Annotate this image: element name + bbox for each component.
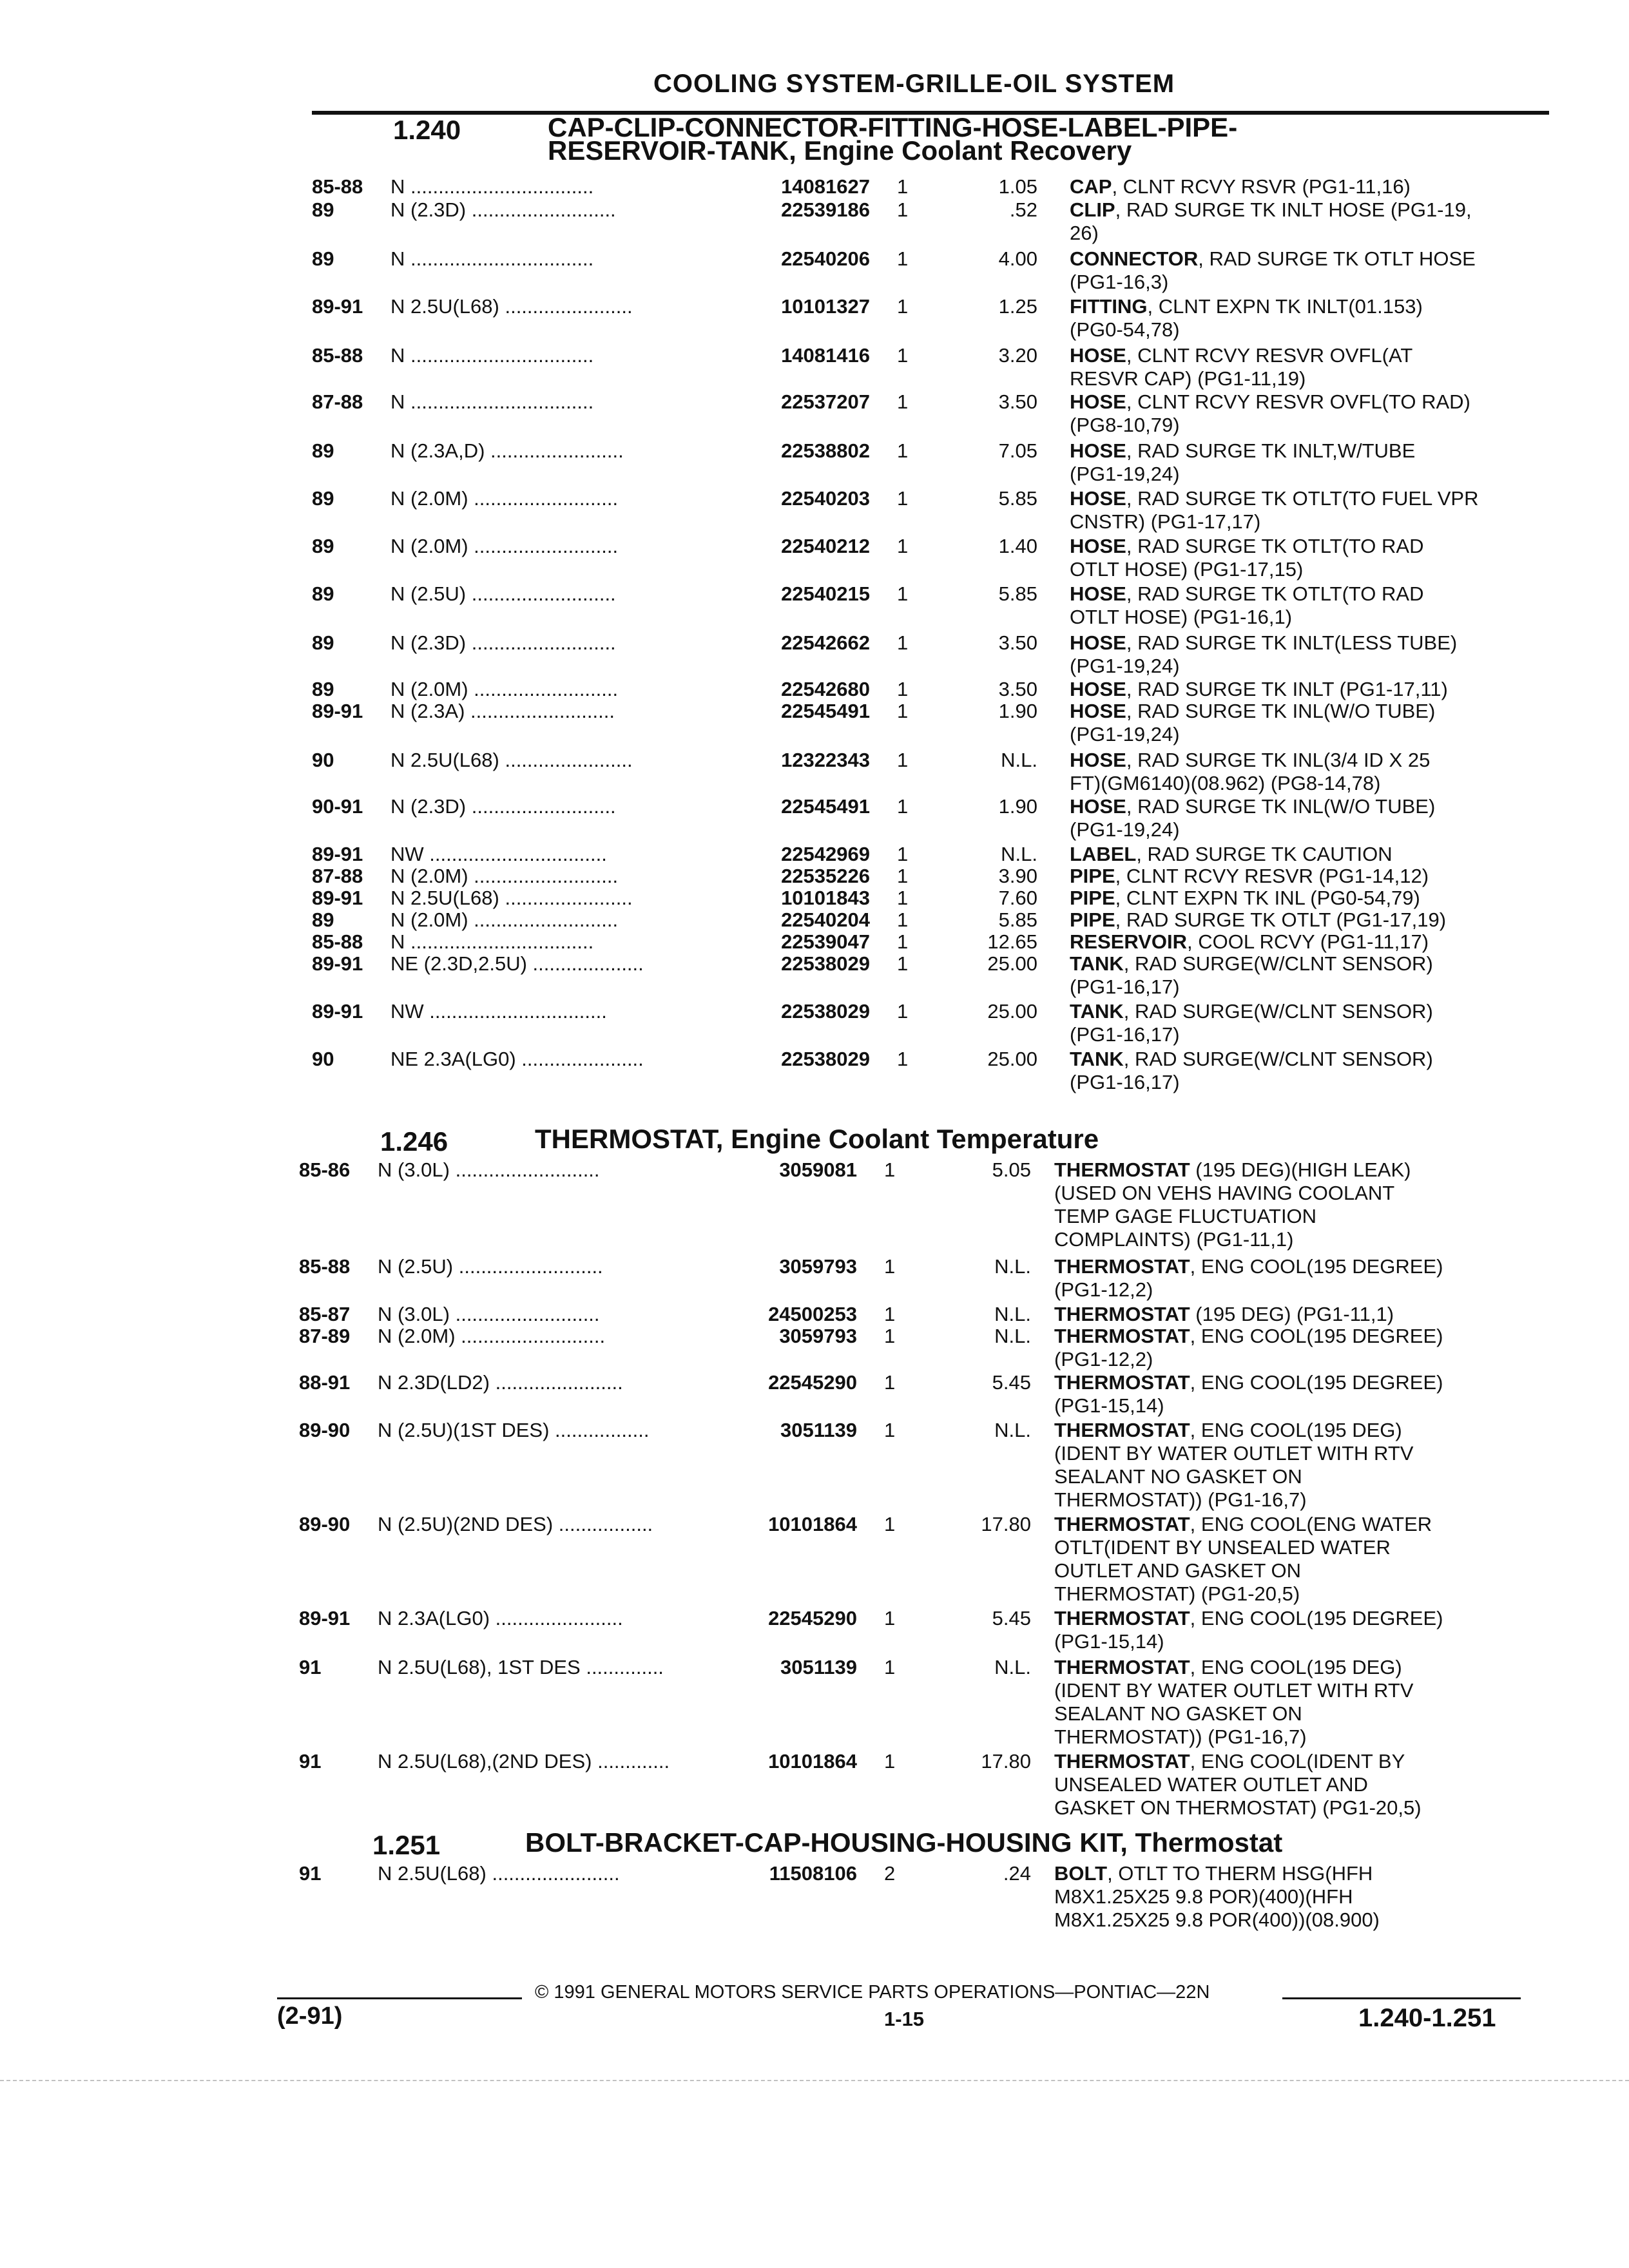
price: .52	[1009, 198, 1037, 221]
part-number: 22545491	[781, 700, 870, 722]
price: N.L.	[994, 1325, 1031, 1347]
part-number: 22538029	[781, 952, 870, 975]
price: N.L.	[994, 1419, 1031, 1441]
model-years: 89-91	[312, 1000, 363, 1023]
price: 25.00	[987, 1048, 1037, 1070]
part-number: 3059793	[779, 1325, 857, 1347]
quantity: 1	[884, 1325, 896, 1347]
usage-code: N 2.5U(L68) .......................	[390, 295, 633, 318]
part-description: THERMOSTAT, ENG COOL(IDENT BY UNSEALED WATER OUTLET AND GASKET ON THERMOSTAT) (PG1-20,5)	[1054, 1750, 1422, 1819]
part-description: HOSE, CLNT RCVY RESVR OVFL(TO RAD) (PG8-10,79)	[1070, 390, 1470, 436]
model-years: 87-89	[299, 1325, 351, 1347]
part-description: CLIP, RAD SURGE TK INLT HOSE (PG1-19, 26)	[1070, 198, 1472, 244]
part-number: 10101843	[781, 887, 870, 909]
quantity: 1	[884, 1419, 896, 1441]
model-years: 89	[312, 247, 334, 270]
quantity: 1	[897, 631, 909, 654]
model-years: 89-91	[312, 952, 363, 975]
price: N.L.	[994, 1255, 1031, 1278]
price: 5.45	[992, 1371, 1031, 1394]
quantity: 1	[897, 439, 909, 462]
model-years: 90	[312, 749, 334, 771]
model-years: 89	[312, 582, 334, 605]
price: 17.80	[981, 1750, 1031, 1773]
quantity: 1	[897, 487, 909, 510]
quantity: 1	[884, 1371, 896, 1394]
part-number: 24500253	[768, 1303, 857, 1325]
usage-code: N .................................	[390, 390, 594, 413]
quantity: 1	[897, 908, 909, 931]
price: 3.90	[998, 865, 1037, 887]
section-number: 1.240	[393, 115, 461, 145]
usage-code: N (2.5U)(2ND DES) .................	[378, 1513, 653, 1535]
price: 5.05	[992, 1158, 1031, 1181]
model-years: 87-88	[312, 390, 363, 413]
part-number: 14081416	[781, 344, 870, 367]
part-description: TANK, RAD SURGE(W/CLNT SENSOR) (PG1-16,17)	[1070, 1000, 1433, 1046]
part-number: 22539186	[781, 198, 870, 221]
scan-edge	[0, 2080, 1629, 2084]
part-description: HOSE, RAD SURGE TK INL(W/O TUBE) (PG1-19,24)	[1070, 700, 1436, 745]
usage-code: N 2.5U(L68) .......................	[390, 749, 633, 771]
part-number: 10101864	[768, 1513, 857, 1535]
quantity: 1	[897, 678, 909, 700]
usage-code: N (2.0M) ..........................	[390, 678, 619, 700]
part-description: PIPE, CLNT RCVY RESVR (PG1-14,12)	[1070, 865, 1429, 887]
model-years: 85-87	[299, 1303, 351, 1325]
quantity: 1	[897, 1048, 909, 1070]
price: 1.05	[998, 175, 1037, 198]
part-description: FITTING, CLNT EXPN TK INLT(01.153) (PG0-54,78)	[1070, 295, 1423, 341]
model-years: 90-91	[312, 795, 363, 818]
price: 1.90	[998, 795, 1037, 818]
usage-code: N (3.0L) ..........................	[378, 1303, 600, 1325]
part-number: 3051139	[780, 1419, 857, 1441]
part-description: HOSE, RAD SURGE TK OTLT(TO RAD OTLT HOSE) (PG1-17,15)	[1070, 535, 1424, 581]
usage-code: N 2.5U(L68),(2ND DES) .............	[378, 1750, 670, 1773]
part-description: TANK, RAD SURGE(W/CLNT SENSOR) (PG1-16,17)	[1070, 952, 1433, 998]
part-description: HOSE, RAD SURGE TK INLT (PG1-17,11)	[1070, 678, 1448, 700]
model-years: 85-86	[299, 1158, 351, 1181]
price: 5.85	[998, 908, 1037, 931]
part-description: THERMOSTAT, ENG COOL(195 DEGREE) (PG1-15,14)	[1054, 1607, 1443, 1653]
part-description: HOSE, RAD SURGE TK OTLT(TO FUEL VPR CNSTR) (PG1-17,17)	[1070, 487, 1479, 533]
part-description: RESERVOIR, COOL RCVY (PG1-11,17)	[1070, 930, 1429, 953]
footer-page-number: 1-15	[884, 2008, 925, 2030]
price: 1.25	[998, 295, 1037, 318]
part-number: 22542662	[781, 631, 870, 654]
price: 1.40	[998, 535, 1037, 557]
section-number: 1.251	[372, 1830, 441, 1860]
price: N.L.	[994, 1303, 1031, 1325]
model-years: 89-91	[312, 700, 363, 722]
part-number: 22540212	[781, 535, 870, 557]
model-years: 89-91	[299, 1607, 351, 1629]
model-years: 85-88	[312, 344, 363, 367]
usage-code: N (3.0L) ..........................	[378, 1158, 600, 1181]
part-number: 22540204	[781, 908, 870, 931]
quantity: 1	[884, 1750, 896, 1773]
model-years: 90	[312, 1048, 334, 1070]
price: 3.20	[998, 344, 1037, 367]
price: 5.85	[998, 582, 1037, 605]
price: .24	[1003, 1862, 1031, 1885]
footer-rule-left	[277, 1997, 522, 1999]
part-description: BOLT, OTLT TO THERM HSG(HFH M8X1.25X25 9.8 POR)(400)(HFH M8X1.25X25 9.8 POR(400))(08.900)	[1054, 1862, 1380, 1931]
price: 5.85	[998, 487, 1037, 510]
page-title: COOLING SYSTEM-GRILLE-OIL SYSTEM	[653, 70, 1175, 98]
quantity: 1	[884, 1255, 896, 1278]
quantity: 2	[884, 1862, 896, 1885]
part-description: THERMOSTAT, ENG COOL(195 DEGREE) (PG1-12,2)	[1054, 1325, 1443, 1370]
part-number: 14081627	[781, 175, 870, 198]
quantity: 1	[897, 843, 909, 865]
section-title: CAP-CLIP-CONNECTOR-FITTING-HOSE-LABEL-PIPE-	[548, 112, 1238, 142]
model-years: 89	[312, 908, 334, 931]
usage-code: N 2.5U(L68), 1ST DES ..............	[378, 1656, 664, 1678]
part-description: LABEL, RAD SURGE TK CAUTION	[1070, 843, 1393, 865]
model-years: 89	[312, 439, 334, 462]
page-header	[312, 66, 1549, 115]
part-number: 22545290	[768, 1607, 857, 1629]
price: 7.60	[998, 887, 1037, 909]
price: 12.65	[987, 930, 1037, 953]
part-description: CAP, CLNT RCVY RSVR (PG1-11,16)	[1070, 175, 1411, 198]
usage-code: NW ................................	[390, 1000, 607, 1023]
model-years: 91	[299, 1862, 322, 1885]
usage-code: N .................................	[390, 175, 594, 198]
section-title-continued: RESERVOIR-TANK, Engine Coolant Recovery	[548, 135, 1132, 166]
model-years: 89-91	[312, 295, 363, 318]
model-years: 89	[312, 487, 334, 510]
usage-code: NE 2.3A(LG0) ......................	[390, 1048, 644, 1070]
usage-code: N (2.0M) ..........................	[378, 1325, 606, 1347]
part-description: HOSE, RAD SURGE TK INL(W/O TUBE) (PG1-19,24)	[1070, 795, 1436, 841]
part-description: THERMOSTAT, ENG COOL(195 DEGREE) (PG1-12,2)	[1054, 1255, 1443, 1301]
usage-code: N (2.3D) ..........................	[390, 795, 616, 818]
quantity: 1	[897, 247, 909, 270]
model-years: 89	[312, 631, 334, 654]
model-years: 85-88	[312, 930, 363, 953]
part-number: 22545290	[768, 1371, 857, 1394]
price: N.L.	[1001, 843, 1037, 865]
usage-code: N (2.5U)(1ST DES) .................	[378, 1419, 650, 1441]
usage-code: N (2.0M) ..........................	[390, 535, 619, 557]
quantity: 1	[884, 1656, 896, 1678]
usage-code: N (2.3D) ..........................	[390, 198, 616, 221]
price: 17.80	[981, 1513, 1031, 1535]
usage-code: N (2.0M) ..........................	[390, 908, 619, 931]
quantity: 1	[884, 1303, 896, 1325]
part-description: HOSE, CLNT RCVY RESVR OVFL(AT RESVR CAP) (PG1-11,19)	[1070, 344, 1413, 390]
section-number: 1.246	[380, 1126, 448, 1157]
part-number: 10101327	[781, 295, 870, 318]
model-years: 88-91	[299, 1371, 351, 1394]
model-years: 89-91	[312, 843, 363, 865]
part-number: 22545491	[781, 795, 870, 818]
model-years: 91	[299, 1750, 322, 1773]
usage-code: NE (2.3D,2.5U) ....................	[390, 952, 644, 975]
model-years: 87-88	[312, 865, 363, 887]
part-number: 22540206	[781, 247, 870, 270]
part-number: 22538029	[781, 1048, 870, 1070]
model-years: 85-88	[299, 1255, 351, 1278]
quantity: 1	[897, 887, 909, 909]
part-description: HOSE, RAD SURGE TK OTLT(TO RAD OTLT HOSE) (PG1-16,1)	[1070, 582, 1424, 628]
usage-code: N (2.0M) ..........................	[390, 487, 619, 510]
quantity: 1	[897, 582, 909, 605]
quantity: 1	[884, 1607, 896, 1629]
part-number: 22538802	[781, 439, 870, 462]
model-years: 89	[312, 678, 334, 700]
footer-copyright: © 1991 GENERAL MOTORS SERVICE PARTS OPERATIONS—PONTIAC—22N	[535, 1982, 1210, 2003]
footer-section-range: 1.240-1.251	[1358, 2004, 1496, 2032]
usage-code: N (2.5U) ..........................	[378, 1255, 603, 1278]
usage-code: N (2.0M) ..........................	[390, 865, 619, 887]
price: 3.50	[998, 390, 1037, 413]
part-number: 3051139	[780, 1656, 857, 1678]
model-years: 89-90	[299, 1513, 351, 1535]
part-description: HOSE, RAD SURGE TK INLT,W/TUBE (PG1-19,24)	[1070, 439, 1416, 485]
part-description: THERMOSTAT (195 DEG)(HIGH LEAK) (USED ON VEHS HAVING COOLANT TEMP GAGE FLUCTUATION COMPLAINTS) (PG1-11,1)	[1054, 1158, 1411, 1251]
part-number: 22540203	[781, 487, 870, 510]
part-description: PIPE, RAD SURGE TK OTLT (PG1-17,19)	[1070, 908, 1447, 931]
part-number: 22540215	[781, 582, 870, 605]
usage-code: N .................................	[390, 344, 594, 367]
usage-code: N 2.3D(LD2) .......................	[378, 1371, 623, 1394]
model-years: 89	[312, 535, 334, 557]
part-description: CONNECTOR, RAD SURGE TK OTLT HOSE (PG1-16,3)	[1070, 247, 1476, 293]
usage-code: N (2.3D) ..........................	[390, 631, 616, 654]
part-description: HOSE, RAD SURGE TK INL(3/4 ID X 25 FT)(GM6140)(08.962) (PG8-14,78)	[1070, 749, 1431, 794]
part-number: 22538029	[781, 1000, 870, 1023]
part-number: 3059081	[779, 1158, 857, 1181]
footer-rule-right	[1282, 1997, 1521, 1999]
part-description: THERMOSTAT, ENG COOL(ENG WATER OTLT(IDENT BY UNSEALED WATER OUTLET AND GASKET ON THERMOSTAT) (PG1-20,5)	[1054, 1513, 1432, 1605]
part-description: THERMOSTAT (195 DEG) (PG1-11,1)	[1054, 1303, 1394, 1325]
part-number: 12322343	[781, 749, 870, 771]
usage-code: N (2.3A,D) ........................	[390, 439, 624, 462]
section-title: THERMOSTAT, Engine Coolant Temperature	[535, 1124, 1099, 1154]
quantity: 1	[884, 1158, 896, 1181]
price: N.L.	[1001, 749, 1037, 771]
part-description: THERMOSTAT, ENG COOL(195 DEGREE) (PG1-15,14)	[1054, 1371, 1443, 1417]
price: N.L.	[994, 1656, 1031, 1678]
model-years: 91	[299, 1656, 322, 1678]
model-years: 89	[312, 198, 334, 221]
price: 3.50	[998, 678, 1037, 700]
usage-code: N (2.3A) ..........................	[390, 700, 615, 722]
part-number: 22542969	[781, 843, 870, 865]
model-years: 85-88	[312, 175, 363, 198]
quantity: 1	[884, 1513, 896, 1535]
usage-code: N (2.5U) ..........................	[390, 582, 616, 605]
part-description: THERMOSTAT, ENG COOL(195 DEG) (IDENT BY WATER OUTLET WITH RTV SEALANT NO GASKET ON THERMOSTAT)) (PG1-16,7)	[1054, 1656, 1414, 1748]
usage-code: N 2.3A(LG0) .......................	[378, 1607, 623, 1629]
quantity: 1	[897, 795, 909, 818]
price: 5.45	[992, 1607, 1031, 1629]
quantity: 1	[897, 198, 909, 221]
section-title: BOLT-BRACKET-CAP-HOUSING-HOUSING KIT, Thermostat	[525, 1827, 1283, 1858]
part-number: 3059793	[779, 1255, 857, 1278]
part-number: 22539047	[781, 930, 870, 953]
quantity: 1	[897, 344, 909, 367]
quantity: 1	[897, 930, 909, 953]
quantity: 1	[897, 1000, 909, 1023]
quantity: 1	[897, 952, 909, 975]
usage-code: N 2.5U(L68) .......................	[378, 1862, 620, 1885]
usage-code: N 2.5U(L68) .......................	[390, 887, 633, 909]
quantity: 1	[897, 535, 909, 557]
quantity: 1	[897, 175, 909, 198]
part-number: 22535226	[781, 865, 870, 887]
usage-code: N .................................	[390, 247, 594, 270]
footer-date: (2-91)	[277, 2003, 343, 2030]
quantity: 1	[897, 749, 909, 771]
model-years: 89-90	[299, 1419, 351, 1441]
usage-code: N .................................	[390, 930, 594, 953]
quantity: 1	[897, 700, 909, 722]
part-description: HOSE, RAD SURGE TK INLT(LESS TUBE) (PG1-19,24)	[1070, 631, 1458, 677]
model-years: 89-91	[312, 887, 363, 909]
price: 25.00	[987, 1000, 1037, 1023]
price: 3.50	[998, 631, 1037, 654]
quantity: 1	[897, 865, 909, 887]
part-description: PIPE, CLNT EXPN TK INL (PG0-54,79)	[1070, 887, 1420, 909]
part-description: TANK, RAD SURGE(W/CLNT SENSOR) (PG1-16,17)	[1070, 1048, 1433, 1093]
price: 4.00	[998, 247, 1037, 270]
price: 1.90	[998, 700, 1037, 722]
price: 25.00	[987, 952, 1037, 975]
usage-code: NW ................................	[390, 843, 607, 865]
part-number: 11508106	[769, 1862, 857, 1885]
part-number: 22542680	[781, 678, 870, 700]
part-description: THERMOSTAT, ENG COOL(195 DEG) (IDENT BY WATER OUTLET WITH RTV SEALANT NO GASKET ON THERMOSTAT)) (PG1-16,7)	[1054, 1419, 1414, 1511]
quantity: 1	[897, 390, 909, 413]
price: 7.05	[998, 439, 1037, 462]
part-number: 10101864	[768, 1750, 857, 1773]
part-number: 22537207	[781, 390, 870, 413]
quantity: 1	[897, 295, 909, 318]
